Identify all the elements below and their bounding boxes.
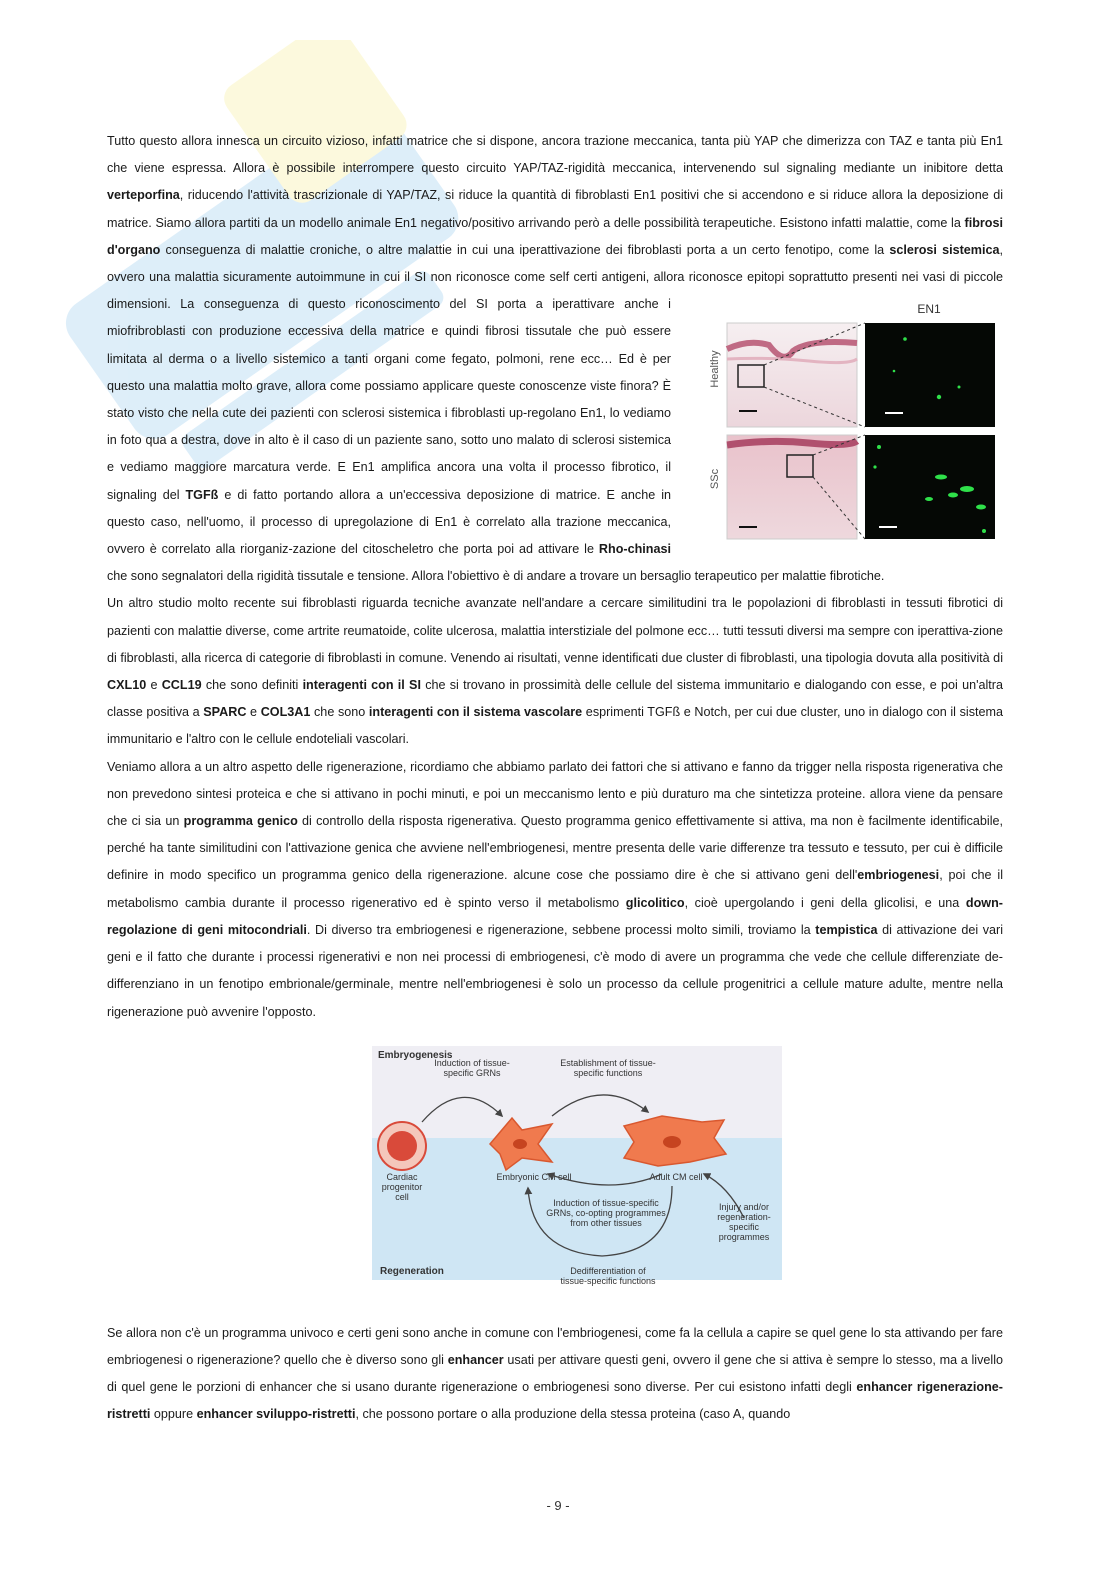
paragraph-part: miofribroblasti con produzione eccessiva della matrice e quindi fibrosi tissutale che può essere limitata al derma o a livello sistemico a tanti organi come fegato, polmoni, rene ecc… Ed è per questo una malattia molto grave, allora come possiamo applicare queste conoscenze viste finora? È stato visto che nella cute dei pazienti con sclerosi sistemica i fibroblasti up-regolano En1, lo vediamo in foto qua a destra, dove in alto è il caso di un paziente sano, sotto uno malato di sclerosi sistemica e vediamo maggiore marcatura verde. E En1 amplifica ancora una volta il processo fibrotico, il signaling del TGFß e di fatto portando allora a un'eccessiva deposizione di matrice. E anche in questo caso, nell'uomo, il processo di upregolazione di En1 è correlato alla trazione meccanica, ovvero è correlato alla riorganiz-zazione del citoscheletro che porta poi ad attivare le Rho-chinasi che sono segnalatori della rigidità tissutale e tensione. Allora l'obiettivo è di andare a trovare un bersaglio terapeutico per malattie fibrotiche. (107, 324, 885, 584)
label-establishment: Establishment of tissue-specific functions (560, 1057, 656, 1078)
bold-term: sclerosi sistemica (889, 242, 1000, 257)
paragraph (107, 128, 1003, 590)
bold-term: COL3A1 (260, 705, 311, 720)
ssc-fluorescence (865, 435, 995, 539)
bold-term: glicolitico (625, 895, 685, 910)
label-induction-coopting: Induction of tissue-specific GRNs, co-opting programmes from other tissues (546, 1197, 666, 1228)
bold-term: CXL10 (107, 678, 147, 693)
label-embryonic-cell: Embryonic CM cell (496, 1171, 572, 1182)
bold-term: TGFß (185, 487, 219, 502)
bold-term: SPARC (203, 705, 247, 720)
label-adult-cell: Adult CM cell (649, 1171, 703, 1182)
section-label-embryogenesis: Embryogenesis (378, 1049, 453, 1061)
en1-header: EN1 (917, 302, 941, 317)
page-number: - 9 - (546, 1498, 570, 1513)
ssc-histology (727, 435, 857, 539)
page-content (107, 128, 1003, 1429)
row-label-ssc: SSc (709, 469, 721, 490)
label-dedifferentiation: Dedifferentiation of tissue-specific functions (560, 1265, 656, 1286)
bold-term: Rho-chinasi (598, 542, 671, 557)
bold-term: down-regolazione di geni mitocondriali (107, 895, 1003, 937)
bold-term: fibrosi d'organo (107, 215, 1003, 257)
section-label-regeneration: Regeneration (380, 1265, 444, 1277)
en1-figure (709, 299, 1003, 547)
bold-term: enhancer sviluppo-ristretti (196, 1407, 356, 1422)
row-label-healthy: Healthy (709, 350, 721, 388)
label-induction-grns: Induction of tissue-specific GRNs (434, 1057, 510, 1078)
bold-term: interagenti con il sistema vascolare (368, 705, 583, 720)
healthy-fluorescence (865, 323, 995, 427)
bold-term: tempistica (815, 922, 878, 937)
bold-term: programma genico (183, 814, 298, 829)
paragraph: Veniamo allora a un altro aspetto delle rigenerazione, ricordiamo che abbiamo parlato dei fattori che si attivano e fanno da trigger nella risposta rigenerativa che non prevedono sintesi proteica e che si attivano in pochi minuti, e poi un meccanismo lento e più duraturo ma che sintetizza proteine. allora viene da pensare che ci sia un programma genico di controllo della risposta rigenerativa. Questo programma genico effettivamente si attiva, ma non è facilmente identificabile, perché ha tante similitudini con l'attivazione genica che avviene nell'embriogenesi, mentre presenta delle varie differenze tra tessuto e tessuto, per cui è difficile definire in modo specifico un programma genico della rigenerazione. alcune cose che possiamo dire è che si attivano geni dell'embriogenesi, poi che il metabolismo cambia durante il processo rigenerativo ed è spinto verso il metabolismo glicolitico, cioè upergolando i geni della glicolisi, e una down-regolazione di geni mitocondriali. Di diverso tra embriogenesi e rigenerazione, sebbene processi molto simili, troviamo la tempistica di attivazione dei vari geni e il fatto che durante i processi rigenerativi e non nei processi di embriogenesi, c'è modo di avere un programma che vede che cellule differenziate de-differenziano in un fenotipo embrionale/germinale, mentre nell'embriogenesi è solo un processo da cellule progenitrici a cellule mature adulte, mentre nella rigenerazione può avvenire l'opposto. (107, 759, 1004, 1019)
bold-term: CCL19 (161, 678, 202, 693)
bold-term: enhancer (447, 1352, 504, 1367)
paragraph-part: Tutto questo allora innesca un circuito vizioso, infatti matrice che si dispone, ancora trazione meccanica, tanta più YAP che dimerizza con TAZ e tanta più En1 che viene espressa. Allora è possibile interrompere questo circuito YAP/TAZ-rigidità meccanica, intervenendo sul signaling mediante un inibitore detta verteporfina, riducendo l'attività trascrizionale di YAP/TAZ, si riduce la quantità di fibroblasti En1 positivi che si accendono e si riduce allora la deposizione di matrice. Siamo allora partiti da un modello animale En1 negativo/positivo arrivando però a delle possibilità terapeutiche. Esistono infatti malattie, come la fibrosi d'organo conseguenza di malattie croniche, o altre malattie in cui una iperattivazione dei fibroblasti porta a un certo fenotipo, come la sclerosi sistemica, ovvero una malattia sicuramente autoimmune in cui il SI non riconosce come self certi antigeni, allora riconosce epitopi soprattutto presenti nei vasi di piccole dimensioni. La conseguenza di questo riconoscimento del SI porta a iperattivare anche i (107, 134, 1003, 312)
paragraph: Un altro studio molto recente sui fibroblasti riguarda tecniche avanzate nell'andare a cercare similitudini tra le popolazioni di fibroblasti in tessuti fibrotici di pazienti con malattie diverse, come artrite reumatoide, colite ulcerosa, malattia interstiziale del polmone ecc… tutti tessuti diversi ma sempre con iperattiva-zione di fibroblasti, alla ricerca di categorie di fibroblasti in comune. Venendo ai risultati, venne identificati due cluster di fibroblasti, una tipologia dovuta alla positività di CXL10 e CCL19 che sono definiti interagenti con il SI che si trovano in prossimità delle cellule del sistema immunitario e dialogando con esse, e poi un'altra classe positiva a SPARC e COL3A1 che sono interagenti con il sistema vascolare esprimenti TGFß e Notch, per cui due cluster, uno in dialogo con il sistema immunitario e l'altro con le cellule endoteliali vascolari. (107, 596, 1003, 747)
bold-term: embriogenesi (857, 868, 940, 883)
label-progenitor-cell: Cardiac progenitor cell (381, 1171, 423, 1202)
paragraph: Se allora non c'è un programma univoco e certi geni sono anche in comune con l'embriogenesi, come fa la cellula a capire se quel gene lo sta attivando per fare embriogenesi o rigenerazione? quello che è diverso sono gli enhancer usati per attivare questi geni, ovvero il gene che si attiva è sempre lo stesso, ma a livello di quel gene le porzioni di enhancer che si usano durante rigenerazione o embriogenesi sono diverse. Per cui esistono infatti degli enhancer rigenerazione-ristretti oppure enhancer sviluppo-ristretti, che possono portare o alla produzione della stessa proteina (caso A, quando (107, 1325, 1003, 1422)
label-injury-programmes: Injury and/or regeneration-specific programmes (717, 1201, 771, 1242)
bold-term: enhancer rigenerazione-ristretti (107, 1380, 1003, 1422)
regeneration-diagram (107, 1046, 1003, 1296)
bold-term: verteporfina (107, 188, 180, 203)
bold-term: interagenti con il SI (302, 678, 421, 693)
